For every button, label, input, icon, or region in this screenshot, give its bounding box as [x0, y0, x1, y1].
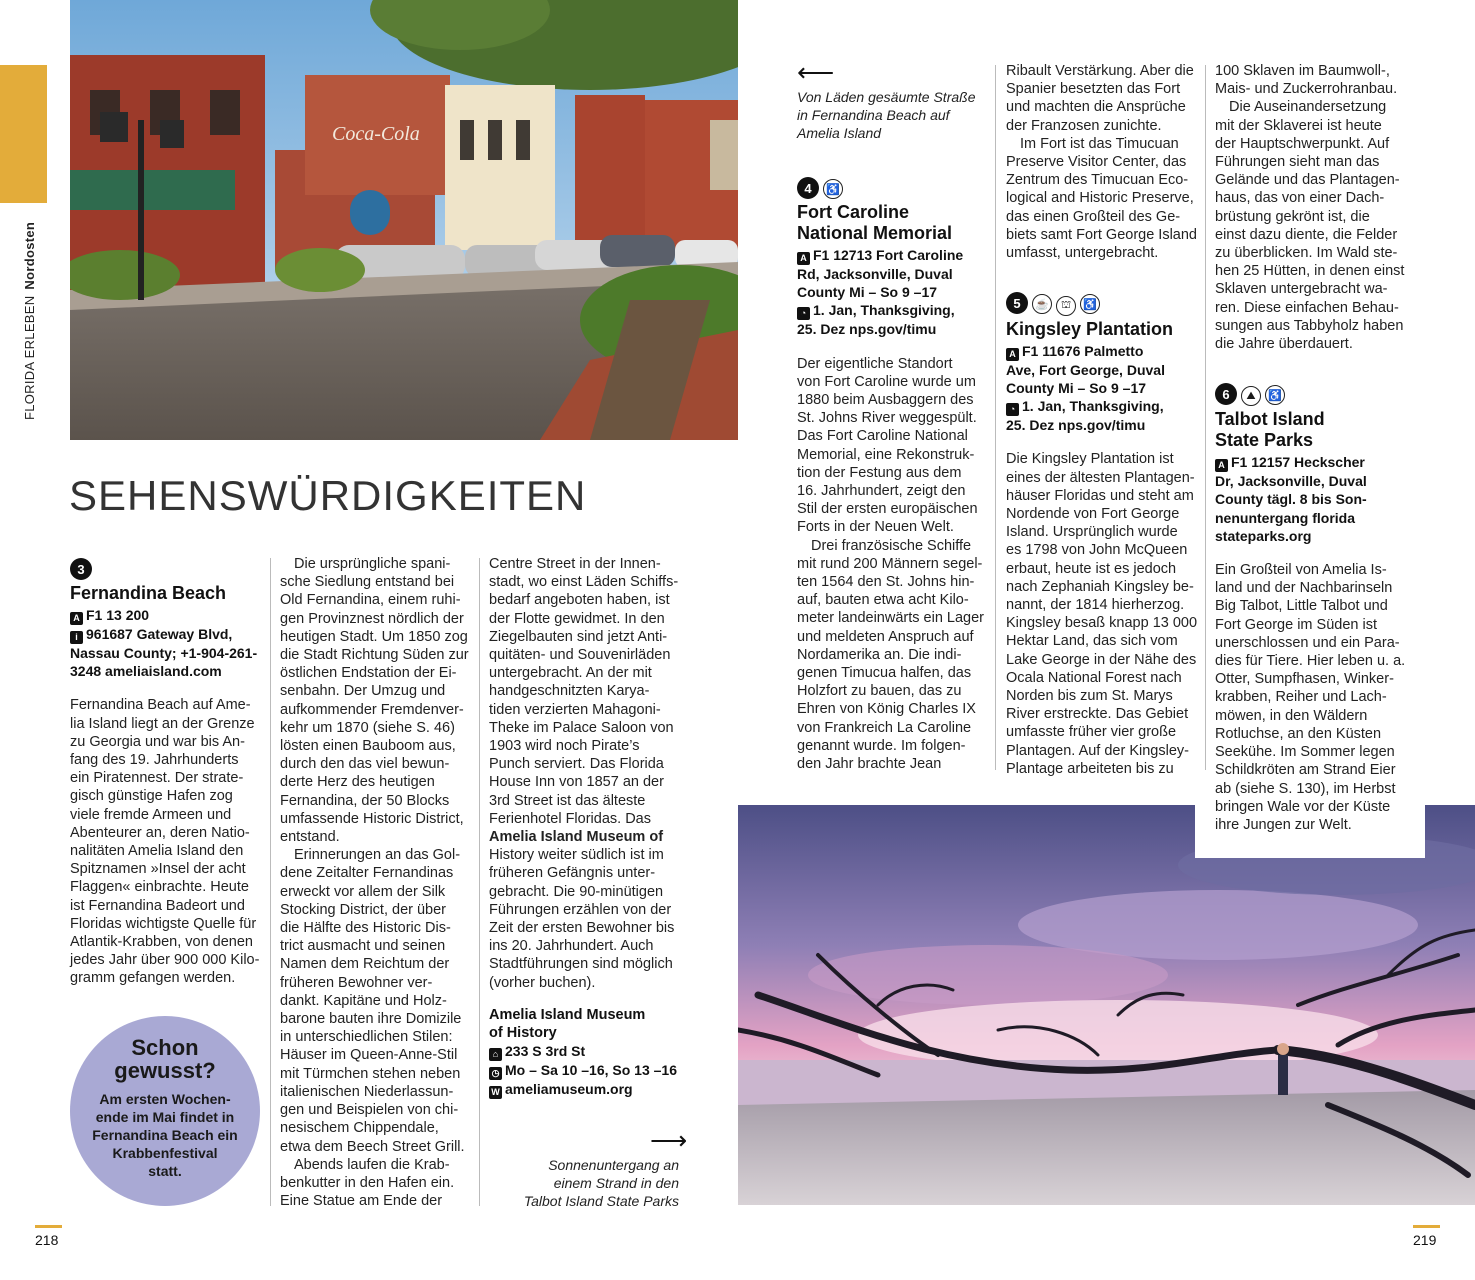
info-line: Rd, Jacksonville, Duval [797, 266, 953, 282]
body-line: Fernandina Beach ein [92, 1127, 238, 1143]
sight-info [797, 246, 992, 339]
info-line: 1. Jan, Thanksgiving, [1022, 398, 1164, 415]
info-line: F1 13 200 [86, 607, 150, 623]
chapter-label-bold: Nordosten [22, 221, 37, 290]
hiking-icon: ⛰ [1241, 386, 1261, 406]
column-2-text [280, 555, 470, 1210]
text-line: gen und Beispielen von chi- [280, 1102, 459, 1119]
text-line: mit der Sklaverei ist heute [1215, 117, 1382, 134]
caption-line: einem Strand in den [553, 1175, 679, 1191]
arrow-left-icon: ⟵ [797, 57, 835, 87]
caption-street [797, 88, 987, 142]
text-line: Old Fernandina, einem ruhi- [280, 592, 461, 609]
info-line: 25. Dez nps.gov/timu [1006, 417, 1146, 434]
text-line: umfassende Historic District, [280, 810, 464, 827]
text-line: kehr um 1870 (siehe S. 46) [280, 719, 455, 736]
info-line: F1 11676 Palmetto [1022, 342, 1144, 359]
text-line: jedes Jahr über 900 000 Kilo- [70, 952, 260, 969]
text-line: italienischen Niederlassun- [280, 1083, 454, 1100]
title-line: Talbot Island [1215, 409, 1325, 430]
title-line: National Memorial [797, 223, 953, 243]
text-line: Lake George in der Nähe des [1006, 651, 1197, 668]
text-line: möwen, in den Wäldern [1215, 707, 1368, 724]
arrow-right-icon: ⟶ [650, 1125, 688, 1155]
text-line: Holzfort zu bauen, das zu [797, 683, 962, 700]
text-line: haus, das von einer Dach- [1215, 190, 1385, 207]
text-line: sungen aus Tabbyholz haben [1215, 317, 1404, 334]
text-line: genannt wurde. Im folgen- [797, 737, 966, 754]
text-line: logical and Historic Preserve, [1006, 190, 1194, 207]
column-3-text [489, 555, 684, 992]
text-line: lia Island liegt an der Grenze [70, 715, 255, 732]
text-line: genen Timucua halfen, das [797, 665, 972, 682]
text-line: Island. Ursprünglich wurde [1006, 524, 1178, 541]
sight-info [70, 606, 260, 680]
text-line: der Franzosen zunichte. [1006, 117, 1162, 134]
text-line: House Inn von 1857 an der [489, 774, 664, 791]
text-line: häuser Floridas und steht am [1006, 487, 1194, 504]
text-line: Die Auseinandersetzung [1229, 99, 1387, 116]
sight-talbot-island [1215, 383, 1415, 834]
text-line: eines der ältesten Plantagen- [1006, 469, 1195, 486]
text-line: Abenteurer an, deren Natio- [70, 824, 250, 841]
text-line: brüstung gekrönt ist, die [1215, 208, 1370, 225]
text-line: Plantage arbeiteten bis zu [1006, 760, 1174, 777]
text-line: ab (siehe S. 130), im Herbst [1215, 780, 1396, 797]
text-line: River erstreckte. Das Gebiet [1006, 706, 1189, 723]
text-line: Ziegelbauten sind jetzt Anti- [489, 628, 668, 645]
text-line: bringen Wale vor der Küste [1215, 798, 1391, 815]
text-line: ein Piratennest. Der strate- [70, 770, 244, 787]
text-line: Ferienhotel Floridas. Das [489, 810, 651, 827]
text-line: Stil der ersten europäischen [797, 501, 978, 518]
text-line: quitäten- und Souvenirläden [489, 647, 671, 664]
text-line: erweckt vor allem der Silk [280, 883, 446, 900]
text-line: senbahn. Der Umzug und [280, 683, 446, 700]
info-line: Dr, Jacksonville, Duval [1215, 473, 1367, 490]
text-line: von Frankreich La Caroline [797, 719, 972, 736]
sight-title: Fernandina Beach [70, 583, 227, 603]
text-line: Floridas wichtigste Quelle für [70, 915, 257, 932]
text-line: die Hälfte des Historic Dis- [280, 920, 451, 937]
column-divider [270, 558, 271, 1206]
body-line: statt. [148, 1163, 182, 1179]
sight-text [70, 696, 260, 987]
text-line: bedarf angeboten haben, ist [489, 592, 670, 609]
heading-line: Schon [131, 1035, 199, 1060]
info-line: 3248 ameliaisland.com [70, 663, 222, 680]
text-line: den Jahr brachte Jean [797, 756, 942, 773]
sight-title: Kingsley Plantation [1006, 318, 1174, 339]
photo-sunset-talbot-island [738, 805, 1475, 1205]
info-line: 961687 Gateway Blvd, [86, 626, 233, 642]
text-line: zu Georgia und war bis An- [70, 733, 245, 750]
text-line: dankt. Kapitäne und Holz- [280, 992, 447, 1009]
text-line: Mais- und Zuckerrohranbau. [1215, 81, 1398, 98]
text-line: Punch serviert. Das Florida [489, 756, 664, 773]
text-line: heutigen Stadt. Um 1850 zog [280, 628, 468, 645]
info-icon: i [70, 631, 83, 644]
text-line: erbaut, heute ist es jedoch [1006, 560, 1177, 577]
museum-details [489, 1042, 689, 1099]
text-line: Ehren von König Charles IX [797, 701, 976, 718]
text-line: Häuser im Queen-Anne-Stil [280, 1047, 458, 1064]
caption-line: Sonnenuntergang an [548, 1157, 679, 1173]
text-line: Nordende von Fort George [1006, 505, 1180, 522]
info-line: 233 S 3rd St [505, 1043, 586, 1060]
clock-icon: ◷ [489, 1067, 502, 1080]
page-number-marker-right [1413, 1225, 1440, 1228]
text-line: es 1798 von John McQueen [1006, 542, 1188, 559]
did-you-know-heading [70, 1036, 260, 1082]
did-you-know-box [70, 1016, 260, 1206]
text-line: gramm gefangen werden. [70, 970, 236, 987]
page-number-right: 219 [1413, 1232, 1437, 1248]
text-line: die Jahre überdauert. [1215, 336, 1353, 353]
closed-icon: ◔ [797, 307, 810, 320]
text-line: früheren Gefängnis unter- [489, 865, 656, 882]
did-you-know-body [70, 1090, 260, 1180]
sight-fort-caroline [797, 177, 992, 773]
map-icon: A [797, 252, 810, 265]
column-divider [479, 558, 480, 1206]
text-line: aufkommender Fremdenver- [280, 701, 464, 718]
bag-icon: ⛫ [1056, 296, 1076, 316]
cafe-icon: ☕ [1032, 294, 1052, 314]
caption-line: Von Läden gesäumte Straße [797, 89, 976, 105]
text-line: gebracht. Die 90-minütigen [489, 883, 664, 900]
text-line: umfasst, untergebracht. [1006, 245, 1159, 262]
chapter-tab [0, 65, 47, 203]
text-line: mit rund 200 Männern segel- [797, 555, 983, 572]
text-line: ren. Diese einfachen Behau- [1215, 299, 1399, 316]
text-line: die Stadt Richtung Süden zur [280, 647, 469, 664]
text-line: in unterschiedlichen Stilen: [280, 1029, 453, 1046]
text-line: östlichen Endstation der Ei- [280, 665, 457, 682]
info-line: F1 12713 Fort Caroline [813, 247, 964, 263]
text-line: durch den das viel bewun- [280, 756, 450, 773]
text-line: nalitäten Amelia Island den [70, 843, 244, 860]
text-line: Fernandina Beach auf Ame- [70, 697, 251, 714]
web-icon: W [489, 1086, 502, 1099]
text-line: Im Fort ist das Timucuan [1020, 135, 1179, 152]
text-line: Forts in der Neuen Welt. [797, 519, 954, 536]
column-divider [1205, 65, 1206, 770]
text-line: nannt, der 1814 hierherzog. [1006, 596, 1185, 613]
info-line: ameliamuseum.org [505, 1081, 633, 1098]
text-line: Abends laufen die Krab- [294, 1156, 450, 1173]
text-line: Die Kingsley Plantation ist [1006, 451, 1174, 468]
text-line: dene Zeitalter Fernandinas [280, 865, 454, 882]
text-line: (vorher buchen). [489, 974, 596, 991]
text-line: gisch günstige Hafen zog [70, 788, 233, 805]
text-line: fang des 19. Jahrhunderts [70, 752, 239, 769]
text-line: ins 20. Jahrhundert. Auch [489, 938, 654, 955]
museum-info [489, 1006, 689, 1099]
wheelchair-icon: ♿ [823, 179, 843, 199]
text-line: Eine Statue am Ende der [280, 1193, 443, 1210]
text-line: Spitznamen »Insel der acht [70, 861, 246, 878]
text-line: etwa dem Beech Street Grill. [280, 1138, 465, 1155]
column-5 [1006, 62, 1201, 778]
text-line: unerschlossen und ein Para- [1215, 634, 1400, 651]
sight-text [1215, 561, 1415, 834]
text-line: 1903 wird noch Pirate’s [489, 738, 640, 755]
text-line: Centre Street in der Innen- [489, 556, 661, 572]
text-line: untergebracht. An der mit [489, 665, 652, 682]
sight-text [1006, 450, 1201, 778]
text-line: Preserve Visitor Center, das [1006, 154, 1187, 171]
body-line: Krabbenfestival [112, 1145, 218, 1161]
info-line: County Mi – So 9 –17 [1006, 379, 1147, 396]
text-line: Hektar Land, das sich vom [1006, 633, 1178, 650]
text-line: St. Johns River weggespült. [797, 410, 977, 427]
text-line: lösten einen Bauboom aus, [280, 738, 456, 755]
text-line: Fernandina, der 50 Blocks [280, 792, 450, 809]
sight-info [1006, 342, 1201, 435]
column-5-text [1006, 62, 1201, 262]
text-line: 16. Jahrhundert, zeigt den [797, 483, 966, 500]
text-line: Nordamerika an. Die indi- [797, 646, 962, 663]
body-line: ende im Mai findet in [95, 1109, 235, 1125]
text-line: Norden bis zum St. Marys [1006, 687, 1173, 704]
text-line: früheren Bewohner ver- [280, 974, 433, 991]
wheelchair-icon: ♿ [1265, 385, 1285, 405]
heading-line: gewusst? [114, 1058, 216, 1083]
sight-title [1215, 409, 1415, 451]
title-line: Fort Caroline [797, 202, 910, 222]
info-line: County tägl. 8 bis Son- [1215, 491, 1367, 508]
caption-sunset [505, 1156, 679, 1210]
text-line: ist Fernandina Badeort und [70, 897, 245, 914]
page-number-left: 218 [35, 1232, 59, 1248]
chapter-label [22, 222, 37, 420]
text-line: ten 1564 den St. Johns hin- [797, 574, 975, 591]
info-line: F1 12157 Heckscher [1231, 454, 1365, 471]
title-line: of History [489, 1025, 557, 1042]
text-line: nach Zephaniah Kingsley be- [1006, 578, 1194, 595]
chapter-label-light: FLORIDA ERLEBEN [22, 295, 37, 420]
text-line: biets samt Fort George Island [1006, 226, 1197, 243]
text-line: Atlantik-Krabben, von denen [70, 934, 253, 951]
info-line: Ave, Fort George, Duval [1006, 361, 1165, 378]
info-line: 25. Dez nps.gov/timu [797, 321, 937, 338]
text-line: Namen dem Reichtum der [280, 956, 450, 973]
sight-kingsley-plantation [1006, 292, 1201, 778]
text-line: Big Talbot, Little Talbot und [1215, 598, 1388, 615]
text-line: krabben, Reiher und Lach- [1215, 689, 1387, 706]
sight-number: 4 [797, 177, 819, 199]
text-line: Flaggen« einbrachte. Heute [70, 879, 249, 896]
section-title: SEHENSWÜRDIGKEITEN [69, 472, 587, 519]
text-line: Sklaven untergebracht wa- [1215, 281, 1388, 298]
text-line: Ribault Verstärkung. Aber die [1006, 63, 1194, 79]
text-line: barone bauten ihre Domizile [280, 1011, 462, 1028]
text-line: ihre Jungen zur Welt. [1215, 816, 1352, 833]
text-line: Stadtführungen sind möglich [489, 956, 673, 973]
text-line: umfasste früher vier große [1006, 724, 1177, 741]
text-line: Schildkröten am Strand Eier [1215, 762, 1396, 779]
text-line: trict ausmacht und seinen [280, 938, 446, 955]
text-line: von Fort Caroline wurde um [797, 373, 976, 390]
text-line: Erinnerungen an das Gol- [294, 847, 461, 864]
title-line: Amelia Island Museum [489, 1007, 646, 1023]
closed-icon: ◔ [1006, 403, 1019, 416]
text-line: zu überblicken. Im Wald ste- [1215, 245, 1398, 262]
text-line: Spanier besetzten das Fort [1006, 81, 1181, 98]
address-icon: ⌂ [489, 1048, 502, 1061]
text-line: sche Siedlung entstand bei [280, 574, 455, 591]
text-line: hen 25 Hütten, in denen einst [1215, 263, 1405, 280]
text-line: 1880 beim Ausbaggern des [797, 392, 974, 409]
text-line: mit Türmchen stehen neben [280, 1065, 461, 1082]
sight-info [1215, 453, 1415, 545]
text-line: Otter, Sumpfhasen, Winker- [1215, 671, 1394, 688]
caption-line: in Fernandina Beach auf [797, 107, 950, 123]
text-line: derte Herz des heutigen [280, 774, 435, 791]
text-line: Stocking District, der über [280, 901, 447, 918]
title-line: State Parks [1215, 430, 1314, 451]
text-line: Theke im Palace Saloon von [489, 719, 674, 736]
map-icon: A [1006, 348, 1019, 361]
info-line: nenuntergang florida [1215, 509, 1355, 526]
text-line: nesischem Chippendale, [280, 1120, 439, 1137]
svg-text:Coca-Cola: Coca-Cola [332, 123, 420, 145]
text-line: Seekühe. Im Sommer legen [1215, 744, 1395, 761]
column-6-text [1215, 62, 1415, 353]
text-line: benkutter in den Hafen ein. [280, 1174, 455, 1191]
text-line: und machten die Ansprüche [1006, 99, 1186, 116]
sight-number: 6 [1215, 383, 1237, 405]
body-line: Am ersten Wochen- [99, 1091, 231, 1107]
text-line: Amelia Island Museum of [489, 829, 664, 846]
text-line: und meldeten Anspruch auf [797, 628, 974, 645]
text-line: der Hauptschwerpunkt. Auf [1215, 135, 1390, 152]
caption-line: Talbot Island State Parks [523, 1193, 679, 1209]
text-line: auf, bauten etwa acht Kilo- [797, 592, 969, 609]
text-line: gen Provinznest nördlich der [280, 610, 464, 627]
museum-title [489, 1006, 689, 1042]
text-line: land und der Nachbarinseln [1215, 580, 1393, 597]
column-divider [995, 65, 996, 770]
photo-street-fernandina [70, 0, 738, 440]
sight-number: 5 [1006, 292, 1028, 314]
text-line: dies für Tiere. Hier leben u. a. [1215, 653, 1406, 670]
column-6 [1215, 62, 1415, 834]
text-line: Gelände und das Plantagen- [1215, 172, 1400, 189]
text-line: Führungen sieht man das [1215, 154, 1380, 171]
text-line: das einen Großteil des Ge- [1006, 208, 1181, 225]
info-line: stateparks.org [1215, 527, 1312, 544]
text-line: 100 Sklaven im Baumwoll-, [1215, 63, 1390, 79]
text-line: Fort George im Süden ist [1215, 616, 1377, 633]
text-line: Ocala National Forest nach [1006, 669, 1182, 686]
sight-title [797, 202, 992, 244]
text-line: Der eigentliche Standort [797, 355, 953, 372]
map-icon: A [1215, 459, 1228, 472]
text-line: Das Fort Caroline National [797, 428, 968, 445]
caption-line: Amelia Island [797, 125, 882, 141]
text-line: 3rd Street ist das älteste [489, 792, 646, 809]
text-line: Drei französische Schiffe [811, 537, 972, 554]
sight-fernandina-beach [70, 558, 260, 988]
text-line: Zeit der ersten Bewohner bis [489, 920, 675, 937]
text-line: stadt, wo einst Läden Schiffs- [489, 574, 679, 591]
text-line: Führungen erzählen von der [489, 901, 672, 918]
text-line: Die ursprüngliche spani- [294, 556, 451, 572]
text-line: Rotluchse, an den Küsten [1215, 725, 1382, 742]
info-line: Nassau County; +1-904-261- [70, 645, 258, 661]
text-line: handgeschnitzten Karya- [489, 683, 650, 700]
info-line: Mo – Sa 10 –16, So 13 –16 [505, 1062, 677, 1079]
text-line: der Flotte gewidmet. In den [489, 610, 665, 627]
text-line: Memorial, eine Rekonstruk- [797, 446, 975, 463]
sight-text [797, 355, 992, 774]
text-line: tiden verzierten Mahagoni- [489, 701, 661, 718]
text-line: Kingsley besaß knapp 13 000 [1006, 615, 1198, 632]
text-line: Plantagen. Auf der Kingsley- [1006, 742, 1189, 759]
text-line: History weiter südlich ist im [489, 847, 664, 864]
wheelchair-icon: ♿ [1080, 294, 1100, 314]
map-icon: A [70, 612, 83, 625]
info-line: 1. Jan, Thanksgiving, [813, 302, 955, 319]
text-line: viele fremde Armeen und [70, 806, 232, 823]
page-number-marker-left [35, 1225, 62, 1228]
text-line: tion der Festung aus dem [797, 464, 962, 481]
text-line: Ein Großteil von Amelia Is- [1215, 562, 1387, 579]
text-line: meter landeinwärts ein Lager [797, 610, 984, 627]
sight-number: 3 [70, 558, 92, 580]
info-line: County Mi – So 9 –17 [797, 284, 938, 301]
text-line: einst dazu diente, die Felder [1215, 226, 1398, 243]
text-line: entstand. [280, 829, 340, 846]
text-line: Zentrum des Timucuan Eco- [1006, 172, 1189, 189]
